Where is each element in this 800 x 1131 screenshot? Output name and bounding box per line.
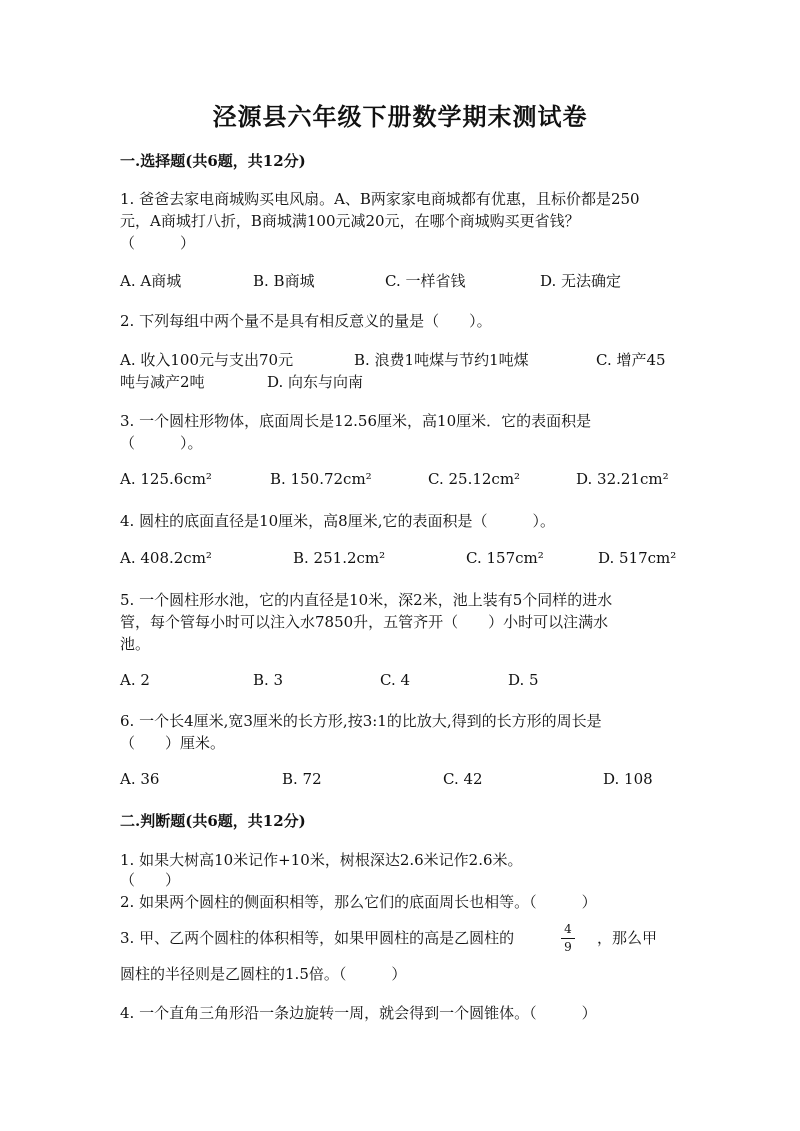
question-6-line-2: （ ）厘米。: [120, 734, 226, 752]
question-5-option-b: B. 3: [253, 671, 284, 689]
question-3-option-c: C. 25.12cm²: [428, 470, 521, 488]
question-5-line-2: 管，每个管每小时可以注入水7850升，五管齐开（ ）小时可以注满水: [120, 613, 609, 631]
judgment-3-line-1b: ，那么甲: [597, 929, 658, 947]
question-3-line-2: （ ）。: [120, 434, 203, 452]
page-title: 泾源县六年级下册数学期末测试卷: [212, 102, 588, 131]
question-3-option-a: A. 125.6cm²: [120, 470, 212, 488]
question-5-option-c: C. 4: [380, 671, 411, 689]
question-5-line-3: 池。: [120, 635, 151, 653]
judgment-1-line-2: （ ）: [120, 871, 181, 889]
judgment-3-line-2: 圆柱的半径则是乙圆柱的1.5倍。（ ）: [120, 965, 407, 983]
question-2-option-c: C. 增产45: [596, 351, 666, 369]
question-1-line-3: （ ）: [120, 234, 196, 252]
question-6-option-d: D. 108: [603, 770, 653, 788]
fraction-denominator: 9: [564, 940, 572, 954]
question-3-option-d: D. 32.21cm²: [576, 470, 669, 488]
question-4-option-a: A. 408.2cm²: [120, 549, 212, 567]
question-4-line-1: 4. 圆柱的底面直径是10厘米，高8厘米,它的表面积是（ ）。: [120, 512, 555, 530]
question-1-line-2: 元，A商城打八折，B商城满100元减20元，在哪个商城购买更省钱？: [120, 212, 580, 230]
question-2-option-c-cont: 吨与减产2吨: [120, 373, 205, 391]
question-6-option-a: A. 36: [120, 770, 160, 788]
section-heading-judgment: 二.判断题(共6题，共12分): [120, 812, 306, 830]
question-4-option-d: D. 517cm²: [598, 549, 677, 567]
fraction-four-ninths: [560, 922, 576, 955]
question-5-option-a: A. 2: [120, 671, 150, 689]
question-3-line-1: 3. 一个圆柱形物体，底面周长是12.56厘米，高10厘米．它的表面积是: [120, 412, 592, 430]
question-4-option-c: C. 157cm²: [466, 549, 544, 567]
judgment-2-line-1: 2. 如果两个圆柱的侧面积相等，那么它们的底面周长也相等。（ ）: [120, 893, 597, 911]
question-2-option-d: D. 向东与向南: [267, 373, 364, 391]
judgment-1-line-1: 1. 如果大树高10米记作+10米，树根深达2.6米记作2.6米。: [120, 851, 523, 869]
question-1-line-1: 1. 爸爸去家电商城购买电风扇。A、B两家家电商城都有优惠，且标价都是250: [120, 190, 640, 208]
question-2-option-a: A. 收入100元与支出70元: [120, 351, 294, 369]
question-5-option-d: D. 5: [508, 671, 539, 689]
section-heading-choice: 一.选择题(共6题，共12分): [120, 152, 306, 170]
question-1-option-b: B. B商城: [253, 272, 315, 290]
judgment-4-line-1: 4. 一个直角三角形沿一条边旋转一周，就会得到一个圆锥体。（ ）: [120, 1004, 597, 1022]
question-1-option-a: A. A商城: [120, 272, 182, 290]
question-1-option-c: C. 一样省钱: [385, 272, 466, 290]
question-3-option-b: B. 150.72cm²: [270, 470, 372, 488]
question-2-option-b: B. 浪费1吨煤与节约1吨煤: [354, 351, 529, 369]
question-4-option-b: B. 251.2cm²: [293, 549, 386, 567]
fraction-numerator: 4: [564, 922, 572, 936]
question-6-option-b: B. 72: [282, 770, 322, 788]
question-1-option-d: D. 无法确定: [540, 272, 622, 290]
fraction-bar: [561, 938, 575, 939]
judgment-3-line-1a: 3. 甲、乙两个圆柱的体积相等，如果甲圆柱的高是乙圆柱的: [120, 929, 515, 947]
question-6-line-1: 6. 一个长4厘米,宽3厘米的长方形,按3:1的比放大,得到的长方形的周长是: [120, 712, 602, 730]
question-5-line-1: 5. 一个圆柱形水池，它的内直径是10米，深2米，池上装有5个同样的进水: [120, 591, 613, 609]
question-2-line-1: 2. 下列每组中两个量不是具有相反意义的量是（ ）。: [120, 312, 492, 330]
question-6-option-c: C. 42: [443, 770, 483, 788]
